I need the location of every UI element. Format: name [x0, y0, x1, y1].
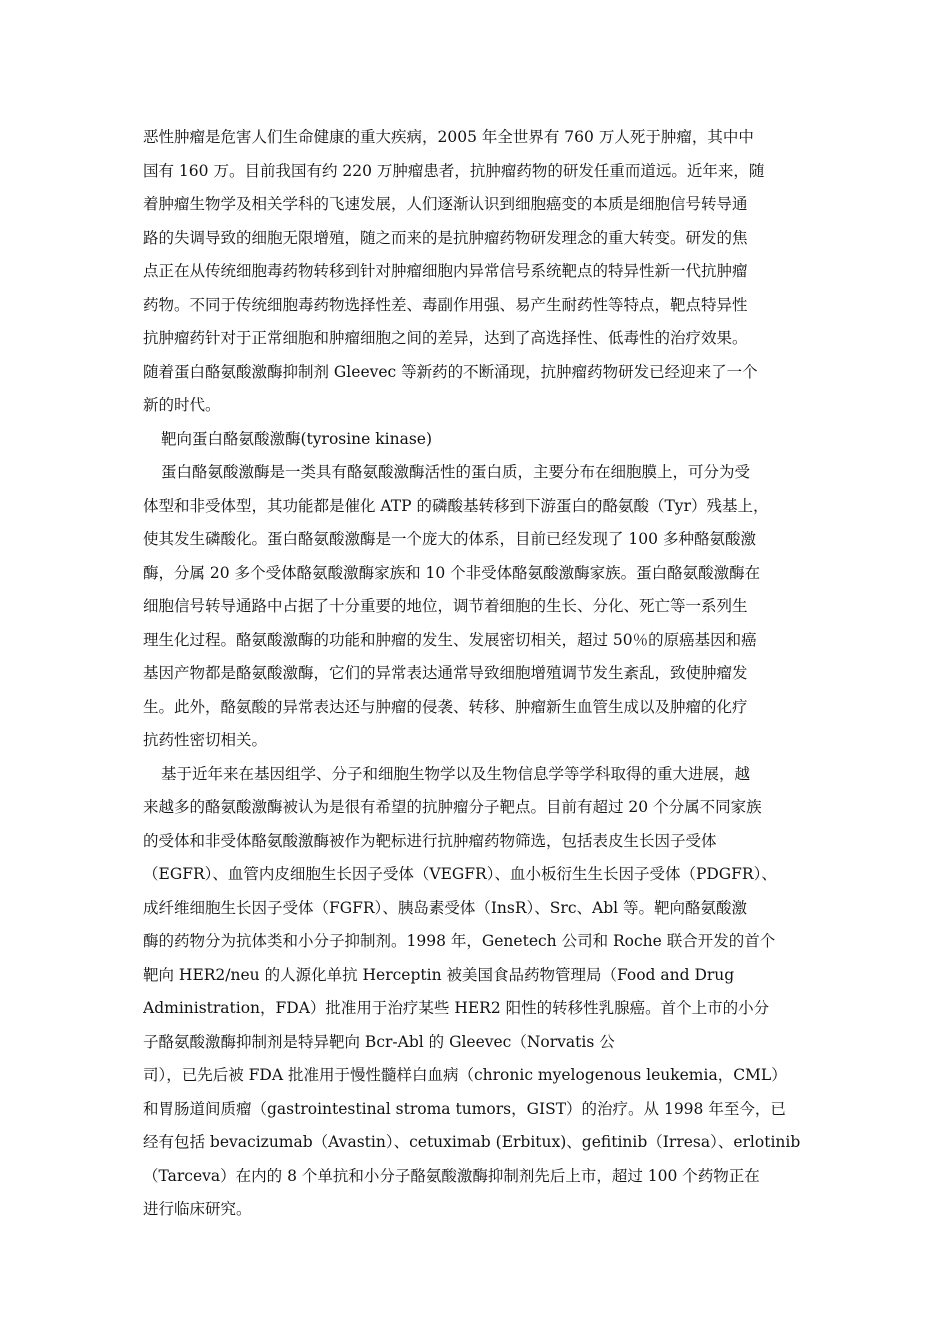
- text-line: 路的失调导致的细胞无限增殖，随之而来的是抗肿瘤药物研发理念的重大转变。研发的焦: [143, 228, 748, 247]
- text-line: 基因产物都是酪氨酸激酶，它们的异常表达通常导致细胞增殖调节发生紊乱，致使肿瘤发: [143, 664, 748, 682]
- text-line: 药物。不同于传统细胞毒药物选择性差、毒副作用强、易产生耐药性等特点，靶点特异性: [143, 295, 748, 314]
- text-line: 抗肿瘤药针对于正常细胞和肿瘤细胞之间的差异，达到了高选择性、低毒性的治疗效果。: [143, 329, 748, 347]
- text-line: Administration，FDA）批准用于治疗某些 HER2 阳性的转移性乳腺癌。首个上市的小分: [143, 999, 770, 1017]
- text-line: 司），已先后被 FDA 批准用于慢性髓样白血病（chronic myelogenous leukemia，CML）: [143, 1066, 787, 1084]
- paragraph-tyrosine-kinase: [143, 456, 809, 758]
- text-line: 基于近年来在基因组学、分子和细胞生物学以及生物信息学等学科取得的重大进展，越: [161, 764, 751, 783]
- text-line: 点正在从传统细胞毒药物转移到针对肿瘤细胞内异常信号系统靶点的特异性新一代抗肿瘤: [143, 262, 748, 280]
- text-line: 进行临床研究。: [143, 1200, 252, 1218]
- paragraph-intro: [143, 121, 809, 423]
- body-text: [143, 121, 809, 1227]
- text-line: （EGFR）、血管内皮细胞生长因子受体（VEGFR）、血小板衍生生长因子受体（PDGFR）、: [143, 865, 777, 883]
- text-line: 体型和非受体型，其功能都是催化 ATP 的磷酸基转移到下游蛋白的酪氨酸（Tyr）残基上，: [143, 496, 769, 515]
- text-line: 抗药性密切相关。: [143, 731, 268, 749]
- text-line: 酶，分属 20 多个受体酪氨酸激酶家族和 10 个非受体酪氨酸激酶家族。蛋白酪氨酸激酶在: [143, 563, 761, 582]
- text-line: 蛋白酪氨酸激酶是一类具有酪氨酸激酶活性的蛋白质，主要分布在细胞膜上，可分为受: [161, 463, 751, 481]
- text-line: 使其发生磷酸化。蛋白酪氨酸激酶是一个庞大的体系，目前已经发现了 100 多种酪氨酸激: [143, 530, 756, 548]
- text-line: 子酪氨酸激酶抑制剂是特异靶向 Bcr-Abl 的 Gleevec（Norvatis 公: [143, 1032, 615, 1051]
- text-line: 来越多的酪氨酸激酶被认为是很有希望的抗肿瘤分子靶点。目前有超过 20 个分属不同家族: [143, 798, 762, 816]
- text-line: 细胞信号转导通路中占据了十分重要的地位，调节着细胞的生长、分化、死亡等一系列生: [143, 597, 748, 615]
- text-line: 的受体和非受体酪氨酸激酶被作为靶标进行抗肿瘤药物筛选，包括表皮生长因子受体: [143, 831, 717, 850]
- text-line: 靶向 HER2/neu 的人源化单抗 Herceptin 被美国食品药物管理局（Food and Drug: [143, 965, 735, 984]
- text-line: 和胃肠道间质瘤（gastrointestinal stroma tumors，GIST）的治疗。从 1998 年至今，已: [143, 1099, 786, 1118]
- text-line: 着肿瘤生物学及相关学科的飞速发展，人们逐渐认识到细胞癌变的本质是细胞信号转导通: [143, 195, 748, 213]
- text-line: 理生化过程。酪氨酸激酶的功能和肿瘤的发生、发展密切相关，超过 50％的原癌基因和癌: [143, 630, 757, 649]
- section-heading: [143, 423, 809, 457]
- text-line: 随着蛋白酪氨酸激酶抑制剂 Gleevec 等新药的不断涌现，抗肿瘤药物研发已经迎来了一个: [143, 362, 758, 381]
- text-line: 国有 160 万。目前我国有约 220 万肿瘤患者，抗肿瘤药物的研发任重而道远。近年来，随: [143, 161, 765, 180]
- text-line: 恶性肿瘤是危害人们生命健康的重大疾病，2005 年全世界有 760 万人死于肿瘤，其中中: [143, 128, 754, 146]
- heading-line: 靶向蛋白酪氨酸激酶(tyrosine kinase): [161, 429, 433, 448]
- text-line: 新的时代。: [143, 396, 221, 414]
- text-line: 经有包括 bevacizumab（Avastin）、cetuximab (Erbitux)、gefitinib（Irresa）、erlotinib: [143, 1133, 801, 1151]
- paragraph-targets: [143, 758, 809, 1227]
- text-line: 酶的药物分为抗体类和小分子抑制剂。1998 年，Genetech 公司和 Roche 联合开发的首个: [143, 932, 776, 950]
- text-line: 成纤维细胞生长因子受体（FGFR）、胰岛素受体（InsR）、Src、Abl 等。靶向酪氨酸激: [143, 898, 748, 917]
- text-line: （Tarceva）在内的 8 个单抗和小分子酪氨酸激酶抑制剂先后上市，超过 100 个药物正在: [143, 1166, 760, 1185]
- text-line: 生。此外，酪氨酸的异常表达还与肿瘤的侵袭、转移、肿瘤新生血管生成以及肿瘤的化疗: [143, 697, 748, 716]
